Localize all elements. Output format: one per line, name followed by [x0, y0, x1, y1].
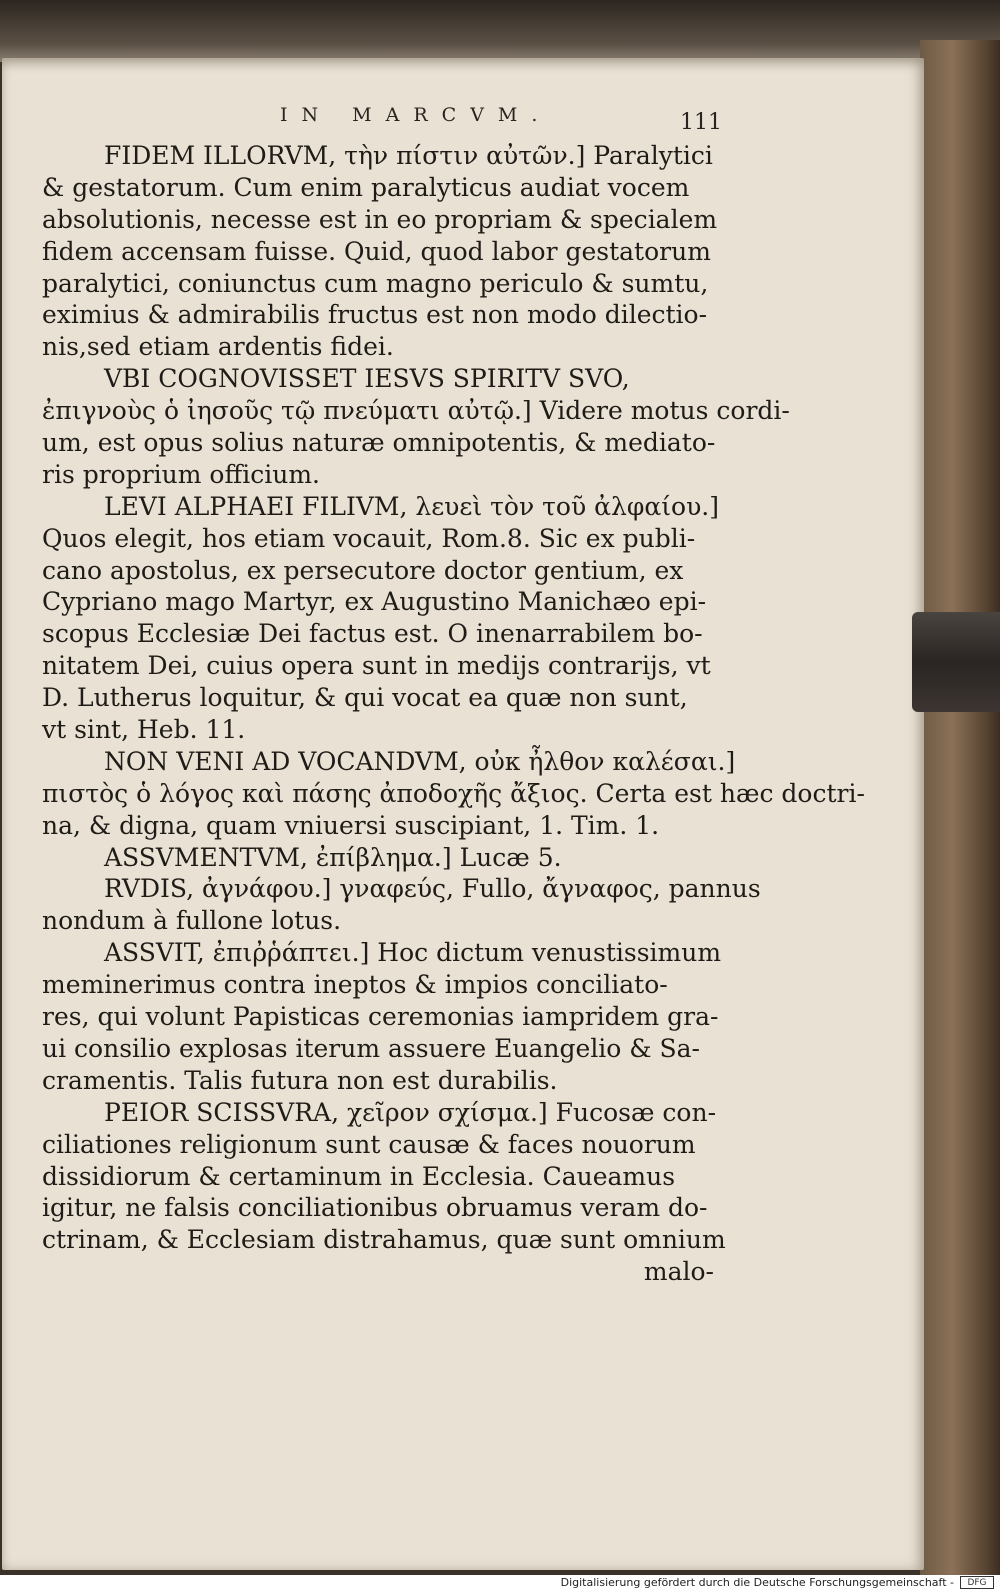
text-line: malo-	[643, 1257, 714, 1287]
text-line: D. Lutherus loquitur, & qui vocat ea quæ non sunt,	[42, 683, 688, 713]
text-line: nitatem Dei, cuius opera sunt in medijs contrarijs, vt	[42, 651, 711, 681]
text-line: igitur, ne falsis conciliationibus obruamus veram do-	[42, 1193, 708, 1223]
text-line: na, & digna, quam vniuersi suscipiant, 1. Tim. 1.	[42, 810, 660, 840]
body-text	[42, 140, 865, 1288]
text-line: πιστὸς ὁ λόγος καὶ πάσης ἀποδοχῆς ἄξιος. Certa est hæc doctri-	[42, 778, 865, 808]
text-line: absolutionis, necesse est in eo propriam & specialem	[42, 204, 718, 234]
footer-credit: Digitalisierung gefördert durch die Deutsche Forschungsgemeinschaft -	[560, 1576, 954, 1589]
book-edge-top	[0, 0, 1000, 62]
text-line: ris proprium officium.	[42, 459, 320, 489]
text-line: ἐπιγνοὺς ὁ ἰησοῦς τῷ πνεύματι αὐτῷ.] Videre motus cordi-	[42, 396, 790, 426]
text-line: ctrinam, & Ecclesiam distrahamus, quæ sunt omnium	[42, 1225, 726, 1255]
text-line: Cypriano mago Martyr, ex Augustino Manichæo epi-	[42, 587, 707, 617]
text-line: RVDIS, ἀγνάφου.] γναφεύς, Fullo, ἄγναφος, pannus	[104, 874, 761, 904]
text-line: cano apostolus, ex persecutore doctor gentium, ex	[42, 555, 684, 585]
text-line: FIDEM ILLORVM, τὴν πίστιν αὐτῶν.] Paralytici	[104, 141, 713, 170]
text-line: ciliationes religionum sunt causæ & faces nouorum	[42, 1129, 696, 1159]
text-line: ASSVIT, ἐπιῤῥάπτει.] Hoc dictum venustissimum	[104, 938, 722, 968]
text-line: fidem accensam fuisse. Quid, quod labor gestatorum	[42, 236, 711, 266]
dfg-logo: DFG	[960, 1576, 994, 1589]
text-line: res, qui volunt Papisticas ceremonias iampridem gra-	[42, 1002, 719, 1032]
text-line: NON VENI AD VOCANDVM, οὐκ ἦλθον καλέσαι.]	[104, 746, 736, 776]
text-line: PEIOR SCISSVRA, χεῖρον σχίσμα.] Fucosæ con-	[104, 1097, 717, 1127]
text-line: meminerimus contra ineptos & impios conciliato-	[42, 970, 668, 1000]
text-line: & gestatorum. Cum enim paralyticus audiat vocem	[42, 172, 690, 202]
text-line: Quos elegit, hos etiam vocauit, Rom.8. Sic ex publi-	[42, 523, 696, 553]
book-edge-right	[920, 40, 1000, 1575]
book-clasp	[912, 612, 1000, 712]
running-head: IN MARCVM.	[280, 104, 552, 126]
text-line: nondum à fullone lotus.	[42, 906, 342, 936]
text-line: dissidiorum & certaminum in Ecclesia. Caueamus	[42, 1161, 676, 1191]
text-line: ASSVMENTVM, ἐπίβλημα.] Lucæ 5.	[104, 842, 562, 872]
footer-bar	[0, 1575, 1000, 1591]
text-line: scopus Ecclesiæ Dei factus est. O inenarrabilem bo-	[42, 619, 703, 649]
text-line: eximius & admirabilis fructus est non modo dilectio-	[42, 300, 708, 330]
text-line: LEVI ALPHAEI FILIVM, λευεὶ τὸν τοῦ ἀλφαίου.]	[104, 491, 719, 521]
text-line: cramentis. Talis futura non est durabilis.	[42, 1065, 558, 1095]
text-line: paralytici, coniunctus cum magno periculo & sumtu,	[42, 268, 709, 298]
text-line: nis,sed etiam ardentis fidei.	[42, 332, 394, 362]
page-number: 111	[680, 110, 722, 135]
text-line: ui consilio explosas iterum assuere Euangelio & Sa-	[42, 1033, 700, 1063]
text-line: vt sint, Heb. 11.	[42, 715, 246, 745]
text-line: VBI COGNOVISSET IESVS SPIRITV SVO,	[104, 364, 630, 394]
text-line: um, est opus solius naturæ omnipotentis, & mediato-	[42, 428, 716, 458]
